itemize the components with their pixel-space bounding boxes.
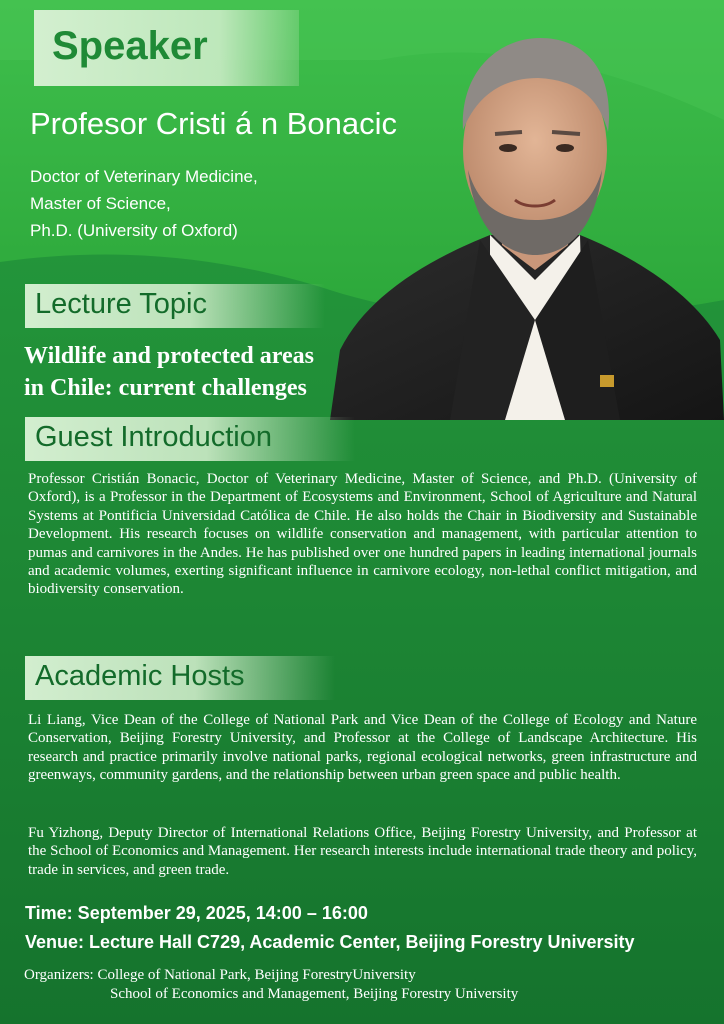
lecture-topic-banner: [25, 284, 325, 328]
host-paragraph-li-liang: Li Liang, Vice Dean of the College of National Park and Vice Dean of the College of Ecology and Nature Conservation, Beijing Forestry University, and Professor at the College of Landscape Architecture. His research and practice primarily involve national parks, regional ecological networks, green infrastructure and greenways, community gardens, and the relationship between urban green space and public health.: [28, 712, 697, 784]
speaker-name: Profesor Cristi á n Bonacic: [30, 106, 397, 141]
degree-line: Doctor of Veterinary Medicine,: [30, 167, 258, 186]
speaker-degrees: [30, 163, 258, 244]
degree-line: Ph.D. (University of Oxford): [30, 221, 238, 240]
guest-introduction-heading: Guest Introduction: [35, 421, 272, 453]
guest-introduction-text: Professor Cristián Bonacic, Doctor of Veterinary Medicine, Master of Science, and Ph.D. (University of Oxford), is a Professor in the Department of Ecosystems and Environment, School of Agriculture and Natural Systems at Pontificia Universidad Católica de Chile. He also holds the Chair in Biodiversity and Sustainable Development. His research focuses on wildlife conservation and management, with particular attention to pumas and carnivores in the Andes. He has published over one hundred papers in leading international journals and academic volumes, exerting significant influence in carnivore ecology, non-lethal conflict mitigation, and biodiversity conservation.: [28, 471, 697, 598]
organizers: [24, 966, 518, 1004]
degree-line: Master of Science,: [30, 194, 171, 213]
host-paragraph-fu-yizhong: Fu Yizhong, Deputy Director of International Relations Office, Beijing Forestry University, and Professor at the School of Economics and Management. Her research interests include international trade theory and policy, trade in services, and green trade.: [28, 825, 697, 878]
speaker-heading-banner: [34, 10, 299, 86]
lecture-title-line: in Chile: current challenges: [24, 375, 307, 401]
event-venue: Venue: Lecture Hall C729, Academic Center, Beijing Forestry University: [25, 932, 635, 952]
organizers-line: School of Economics and Management, Beijing Forestry University: [110, 986, 519, 1002]
event-time: Time: September 29, 2025, 14:00 – 16:00: [25, 903, 368, 923]
lecture-topic-heading: Lecture Topic: [35, 288, 207, 320]
organizers-line: Organizers: College of National Park, Beijing ForestryUniversity: [24, 967, 416, 983]
speaker-heading: Speaker: [52, 24, 208, 68]
academic-hosts-banner: [25, 656, 335, 700]
speaker-photo: [330, 20, 724, 420]
guest-introduction-banner: [25, 417, 355, 461]
academic-hosts-heading: Academic Hosts: [35, 660, 245, 692]
lecture-title-line: Wildlife and protected areas: [24, 343, 314, 369]
lecture-title: [24, 340, 314, 404]
